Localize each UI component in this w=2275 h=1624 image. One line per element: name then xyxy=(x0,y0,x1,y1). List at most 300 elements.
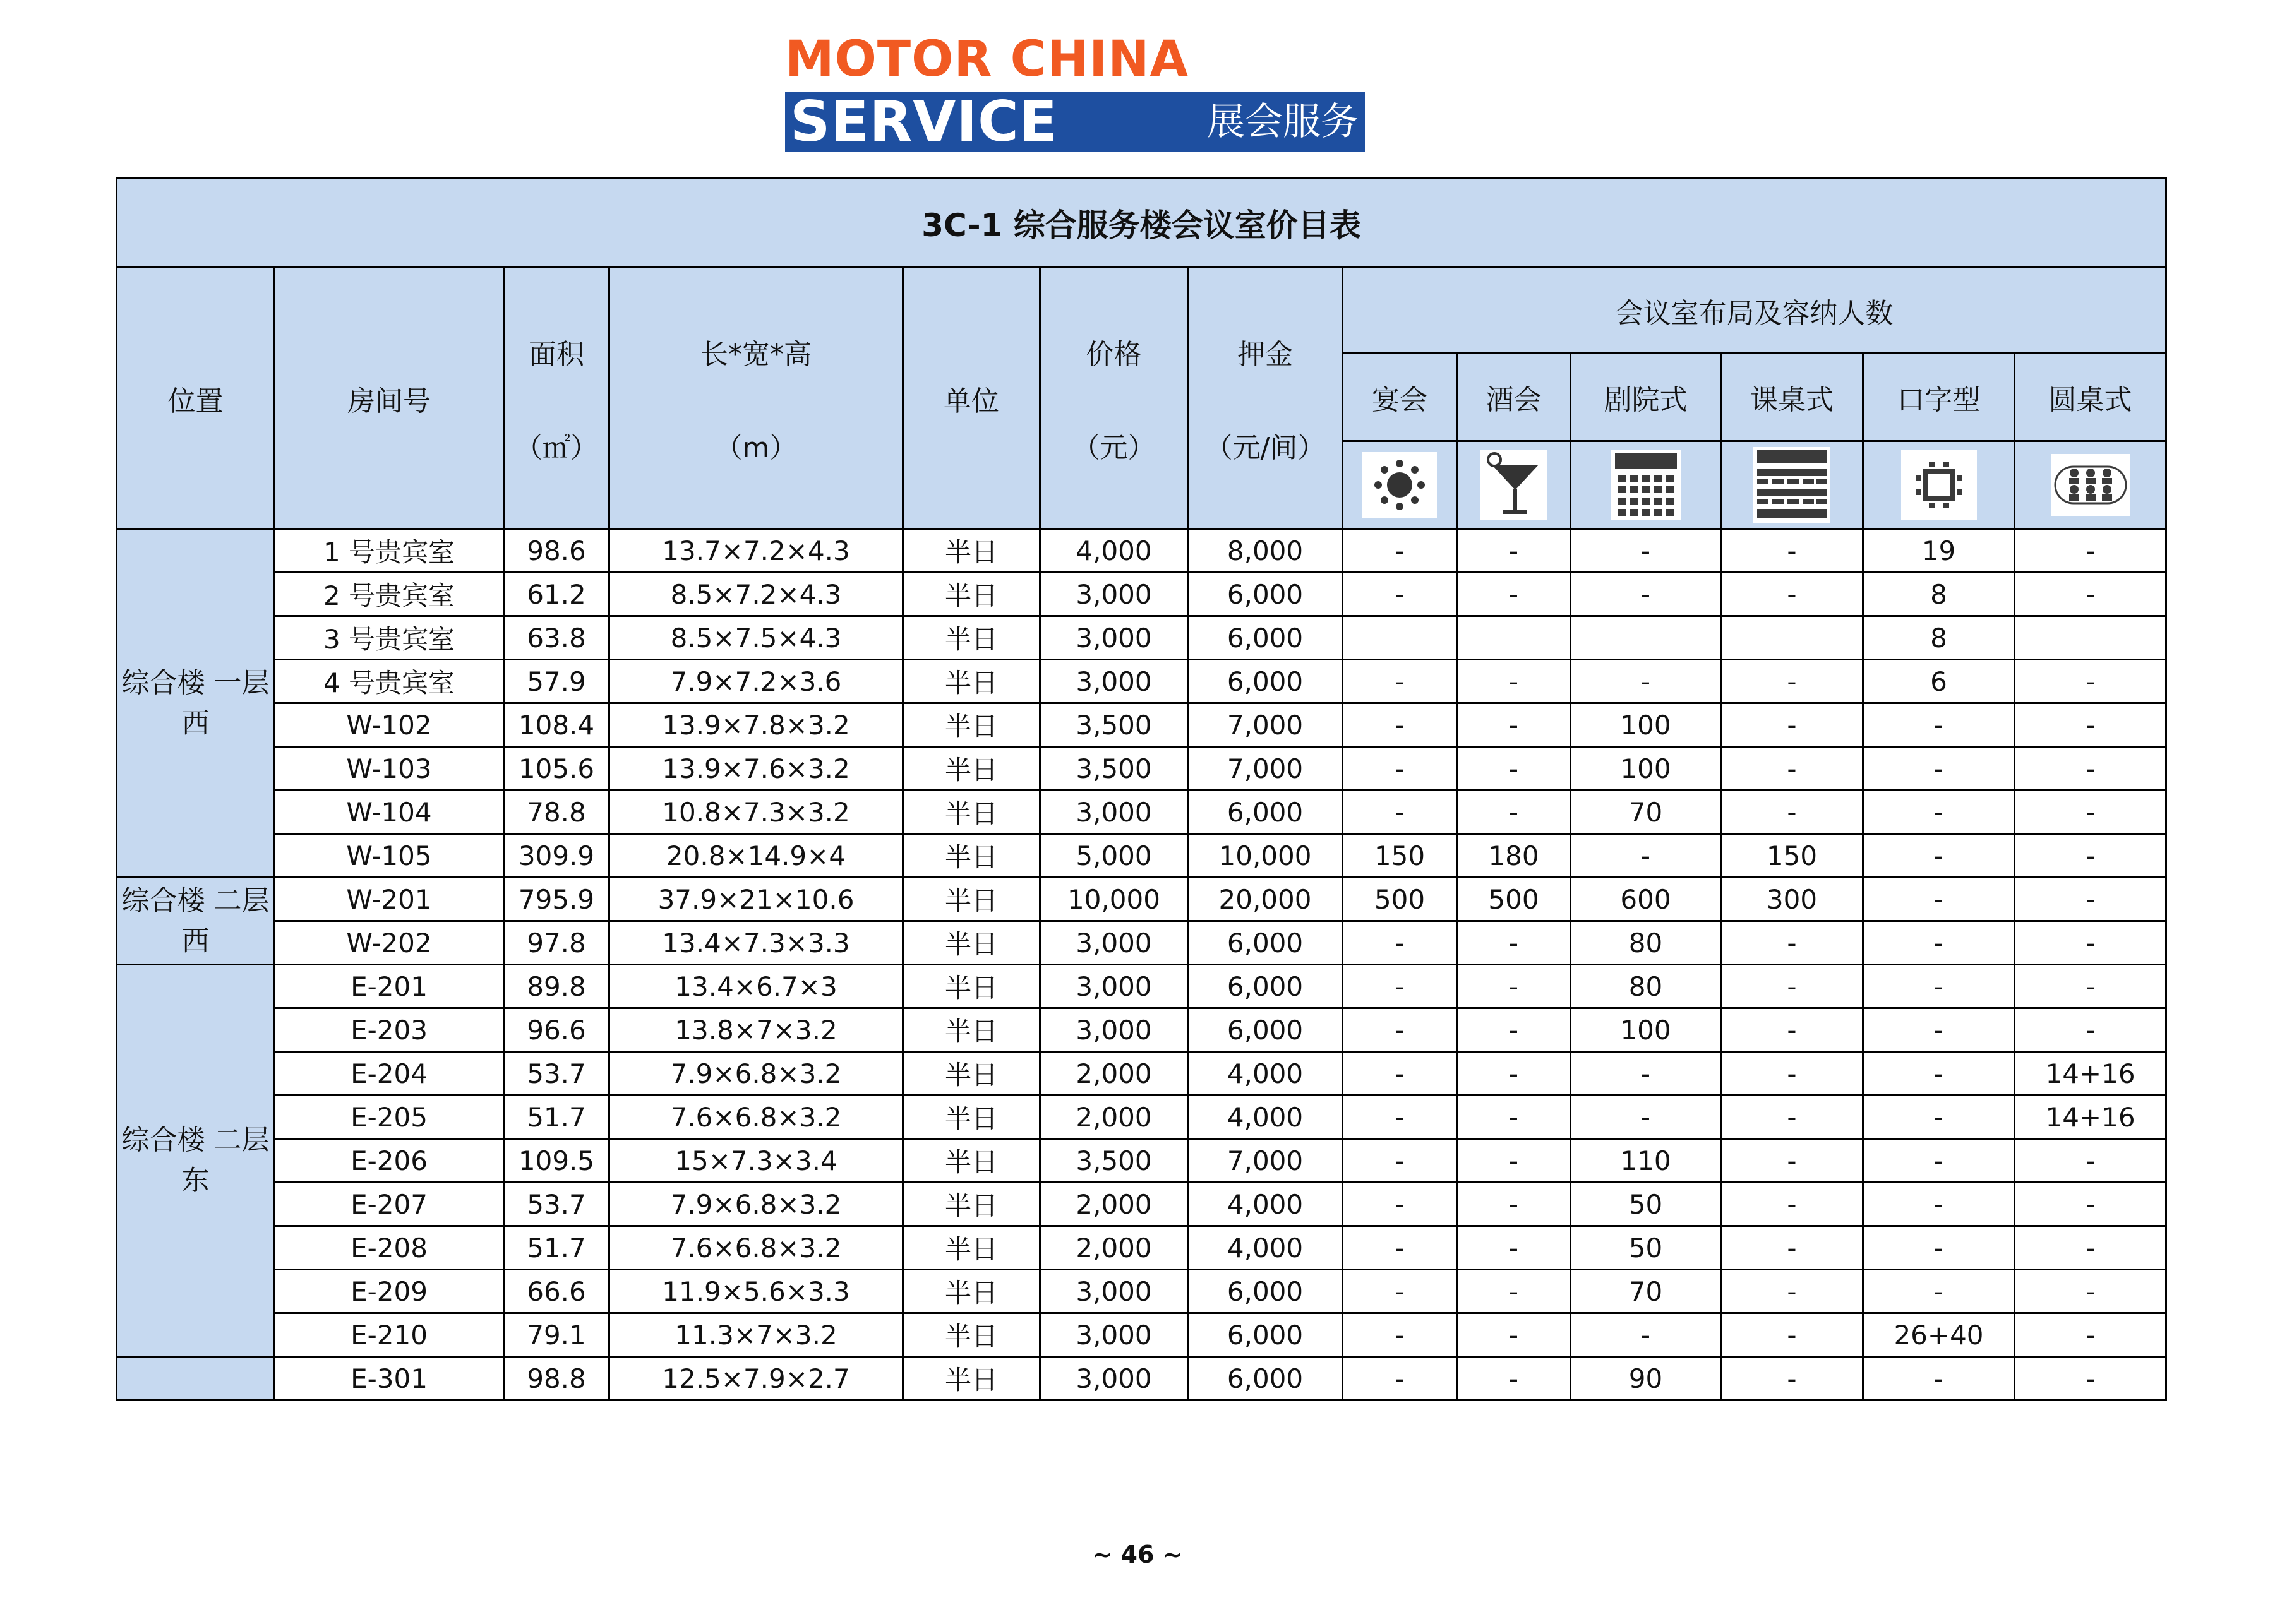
capacity-cell: - xyxy=(2015,1008,2166,1052)
header-dims-label: 长*宽*高 xyxy=(700,338,812,371)
capacity-cell: - xyxy=(2015,703,2166,747)
header-cocktail: 酒会 xyxy=(1457,354,1571,441)
capacity-cell: 80 xyxy=(1571,965,1721,1008)
header-round-table: 圆桌式 xyxy=(2015,354,2166,441)
area-cell: 51.7 xyxy=(504,1096,609,1139)
capacity-cell: - xyxy=(1863,1052,2015,1096)
table-row xyxy=(117,834,2166,878)
area-cell: 61.2 xyxy=(504,573,609,616)
capacity-cell: - xyxy=(1721,573,1863,616)
dims-cell: 10.8×7.3×3.2 xyxy=(609,791,903,834)
price-cell: 3,000 xyxy=(1040,1313,1188,1357)
unit-cell: 半日 xyxy=(903,1270,1040,1313)
price-cell: 2,000 xyxy=(1040,1183,1188,1226)
round-table-icon xyxy=(2051,454,2130,516)
table-title: 3C-1 综合服务楼会议室价目表 xyxy=(117,179,2166,268)
capacity-cell: - xyxy=(2015,747,2166,791)
unit-cell: 半日 xyxy=(903,616,1040,660)
unit-cell: 半日 xyxy=(903,529,1040,573)
area-cell: 57.9 xyxy=(504,660,609,703)
capacity-cell: - xyxy=(1721,1096,1863,1139)
capacity-cell xyxy=(1343,616,1457,660)
capacity-cell: 90 xyxy=(1571,1357,1721,1400)
capacity-cell: - xyxy=(1721,1270,1863,1313)
header-unit: 单位 xyxy=(903,268,1040,529)
room-cell: E-301 xyxy=(275,1357,504,1400)
table-row xyxy=(117,1357,2166,1400)
room-cell: W-104 xyxy=(275,791,504,834)
capacity-cell: 6 xyxy=(1863,660,2015,703)
unit-cell: 半日 xyxy=(903,1008,1040,1052)
location-cell: 综合楼 一层西 xyxy=(117,529,275,878)
header-banquet: 宴会 xyxy=(1343,354,1457,441)
dims-cell: 7.9×6.8×3.2 xyxy=(609,1183,903,1226)
table-row xyxy=(117,921,2166,965)
price-cell: 10,000 xyxy=(1040,878,1188,921)
area-cell: 89.8 xyxy=(504,965,609,1008)
room-cell: W-105 xyxy=(275,834,504,878)
capacity-cell: - xyxy=(1863,791,2015,834)
deposit-cell: 4,000 xyxy=(1188,1052,1343,1096)
capacity-cell: - xyxy=(1571,573,1721,616)
capacity-cell: - xyxy=(1721,1139,1863,1183)
capacity-cell: - xyxy=(1457,1357,1571,1400)
capacity-cell: 70 xyxy=(1571,791,1721,834)
table-body xyxy=(117,529,2166,1400)
capacity-cell: - xyxy=(2015,878,2166,921)
capacity-cell: - xyxy=(1457,1139,1571,1183)
capacity-cell: - xyxy=(2015,1226,2166,1270)
capacity-cell: - xyxy=(1343,747,1457,791)
area-cell: 53.7 xyxy=(504,1183,609,1226)
area-cell: 98.8 xyxy=(504,1357,609,1400)
deposit-cell: 4,000 xyxy=(1188,1096,1343,1139)
dims-cell: 13.7×7.2×4.3 xyxy=(609,529,903,573)
deposit-cell: 6,000 xyxy=(1188,1313,1343,1357)
theater-icon xyxy=(1611,450,1681,520)
price-cell: 3,000 xyxy=(1040,791,1188,834)
dims-cell: 13.4×6.7×3 xyxy=(609,965,903,1008)
deposit-cell: 20,000 xyxy=(1188,878,1343,921)
capacity-cell: 26+40 xyxy=(1863,1313,2015,1357)
capacity-cell: - xyxy=(1571,1096,1721,1139)
capacity-cell: - xyxy=(1343,529,1457,573)
unit-cell: 半日 xyxy=(903,1183,1040,1226)
capacity-cell: - xyxy=(1457,921,1571,965)
logo-motor-china: MOTOR CHINA xyxy=(785,31,1189,88)
header-price-label: 价格 xyxy=(1086,338,1142,371)
capacity-cell: - xyxy=(1457,573,1571,616)
capacity-cell: - xyxy=(1721,921,1863,965)
room-cell: E-203 xyxy=(275,1008,504,1052)
capacity-cell: - xyxy=(1343,1096,1457,1139)
capacity-cell: - xyxy=(2015,965,2166,1008)
price-cell: 2,000 xyxy=(1040,1096,1188,1139)
capacity-cell: 80 xyxy=(1571,921,1721,965)
header-dims xyxy=(609,268,903,529)
unit-cell: 半日 xyxy=(903,921,1040,965)
deposit-cell: 7,000 xyxy=(1188,1139,1343,1183)
area-cell: 105.6 xyxy=(504,747,609,791)
table-row xyxy=(117,703,2166,747)
header-room: 房间号 xyxy=(275,268,504,529)
capacity-cell: - xyxy=(1343,1008,1457,1052)
header-dims-unit: （m） xyxy=(714,431,798,464)
capacity-cell: 180 xyxy=(1457,834,1571,878)
price-cell: 4,000 xyxy=(1040,529,1188,573)
capacity-cell: - xyxy=(1457,1183,1571,1226)
table-row xyxy=(117,1139,2166,1183)
capacity-cell: - xyxy=(1863,1096,2015,1139)
capacity-cell: - xyxy=(1863,1357,2015,1400)
capacity-cell: 8 xyxy=(1863,616,2015,660)
capacity-cell: - xyxy=(1343,1357,1457,1400)
table-row xyxy=(117,1008,2166,1052)
cocktail-icon xyxy=(1480,450,1547,520)
capacity-cell: - xyxy=(1343,660,1457,703)
table-row xyxy=(117,965,2166,1008)
capacity-cell: - xyxy=(2015,529,2166,573)
deposit-cell: 7,000 xyxy=(1188,747,1343,791)
unit-cell: 半日 xyxy=(903,1313,1040,1357)
capacity-cell: - xyxy=(1343,965,1457,1008)
capacity-cell: - xyxy=(1343,921,1457,965)
capacity-cell: - xyxy=(1571,1313,1721,1357)
location-cell xyxy=(117,1357,275,1400)
capacity-cell: - xyxy=(1457,1313,1571,1357)
dims-cell: 8.5×7.5×4.3 xyxy=(609,616,903,660)
capacity-cell: - xyxy=(1863,747,2015,791)
capacity-cell: - xyxy=(1863,1139,2015,1183)
classroom-icon xyxy=(1753,447,1830,523)
capacity-cell: - xyxy=(1863,965,2015,1008)
capacity-cell: 14+16 xyxy=(2015,1052,2166,1096)
dims-cell: 37.9×21×10.6 xyxy=(609,878,903,921)
capacity-cell: - xyxy=(1571,660,1721,703)
capacity-cell: 600 xyxy=(1571,878,1721,921)
table-row xyxy=(117,791,2166,834)
capacity-cell: - xyxy=(1457,660,1571,703)
dims-cell: 13.8×7×3.2 xyxy=(609,1008,903,1052)
capacity-cell: - xyxy=(1863,834,2015,878)
capacity-cell: - xyxy=(1457,1052,1571,1096)
dims-cell: 13.9×7.8×3.2 xyxy=(609,703,903,747)
header-theater: 剧院式 xyxy=(1571,354,1721,441)
room-cell: E-208 xyxy=(275,1226,504,1270)
room-cell: E-206 xyxy=(275,1139,504,1183)
unit-cell: 半日 xyxy=(903,791,1040,834)
area-cell: 109.5 xyxy=(504,1139,609,1183)
header-area-label: 面积 xyxy=(529,338,584,371)
capacity-cell: 50 xyxy=(1571,1183,1721,1226)
theater-icon-cell xyxy=(1571,441,1721,529)
room-cell: E-201 xyxy=(275,965,504,1008)
deposit-cell: 4,000 xyxy=(1188,1226,1343,1270)
capacity-cell: - xyxy=(1343,1139,1457,1183)
deposit-cell: 7,000 xyxy=(1188,703,1343,747)
capacity-cell: 300 xyxy=(1721,878,1863,921)
area-cell: 51.7 xyxy=(504,1226,609,1270)
location-cell: 综合楼 二层东 xyxy=(117,965,275,1357)
capacity-cell: 150 xyxy=(1343,834,1457,878)
capacity-cell: - xyxy=(1721,1226,1863,1270)
capacity-cell: - xyxy=(1343,1183,1457,1226)
room-cell: W-201 xyxy=(275,878,504,921)
table-row xyxy=(117,660,2166,703)
capacity-cell: 110 xyxy=(1571,1139,1721,1183)
area-cell: 795.9 xyxy=(504,878,609,921)
capacity-cell: - xyxy=(1343,703,1457,747)
unit-cell: 半日 xyxy=(903,660,1040,703)
capacity-cell xyxy=(2015,616,2166,660)
capacity-cell: - xyxy=(1863,878,2015,921)
price-cell: 3,000 xyxy=(1040,660,1188,703)
area-cell: 66.6 xyxy=(504,1270,609,1313)
capacity-cell: - xyxy=(1721,1052,1863,1096)
header-deposit xyxy=(1188,268,1343,529)
capacity-cell: - xyxy=(1457,965,1571,1008)
capacity-cell: - xyxy=(1343,1313,1457,1357)
deposit-cell: 6,000 xyxy=(1188,1357,1343,1400)
price-cell: 5,000 xyxy=(1040,834,1188,878)
capacity-cell: - xyxy=(1571,1052,1721,1096)
price-cell: 3,500 xyxy=(1040,1139,1188,1183)
classroom-icon-cell xyxy=(1721,441,1863,529)
dims-cell: 7.6×6.8×3.2 xyxy=(609,1226,903,1270)
room-cell: E-204 xyxy=(275,1052,504,1096)
price-cell: 2,000 xyxy=(1040,1052,1188,1096)
capacity-cell xyxy=(1571,616,1721,660)
banquet-icon-cell xyxy=(1343,441,1457,529)
capacity-cell: 8 xyxy=(1863,573,2015,616)
area-cell: 97.8 xyxy=(504,921,609,965)
capacity-cell: - xyxy=(1343,573,1457,616)
table-row xyxy=(117,1226,2166,1270)
room-cell: 4 号贵宾室 xyxy=(275,660,504,703)
area-cell: 108.4 xyxy=(504,703,609,747)
capacity-cell: - xyxy=(2015,1183,2166,1226)
capacity-cell: - xyxy=(2015,1139,2166,1183)
deposit-cell: 4,000 xyxy=(1188,1183,1343,1226)
cocktail-icon-cell xyxy=(1457,441,1571,529)
dims-cell: 11.9×5.6×3.3 xyxy=(609,1270,903,1313)
capacity-cell: - xyxy=(1863,1008,2015,1052)
u-shape-icon xyxy=(1901,450,1977,520)
room-cell: W-102 xyxy=(275,703,504,747)
dims-cell: 7.9×7.2×3.6 xyxy=(609,660,903,703)
price-cell: 3,000 xyxy=(1040,1008,1188,1052)
logo-cn: 展会服务 xyxy=(1207,100,1359,144)
header-location: 位置 xyxy=(117,268,275,529)
price-cell: 3,500 xyxy=(1040,747,1188,791)
area-cell: 63.8 xyxy=(504,616,609,660)
room-cell: E-210 xyxy=(275,1313,504,1357)
capacity-cell: - xyxy=(2015,573,2166,616)
room-cell: 3 号贵宾室 xyxy=(275,616,504,660)
capacity-cell: - xyxy=(1863,1183,2015,1226)
table-row xyxy=(117,747,2166,791)
table-row xyxy=(117,1270,2166,1313)
table-row xyxy=(117,529,2166,573)
capacity-cell: 150 xyxy=(1721,834,1863,878)
capacity-cell: - xyxy=(1571,529,1721,573)
deposit-cell: 10,000 xyxy=(1188,834,1343,878)
unit-cell: 半日 xyxy=(903,1139,1040,1183)
capacity-cell: - xyxy=(1721,1357,1863,1400)
table-row xyxy=(117,1096,2166,1139)
price-cell: 2,000 xyxy=(1040,1226,1188,1270)
dims-cell: 15×7.3×3.4 xyxy=(609,1139,903,1183)
table-row xyxy=(117,878,2166,921)
capacity-cell: - xyxy=(2015,834,2166,878)
capacity-cell: - xyxy=(1863,1270,2015,1313)
capacity-cell: - xyxy=(1457,1226,1571,1270)
price-cell: 3,000 xyxy=(1040,965,1188,1008)
table-row xyxy=(117,1313,2166,1357)
unit-cell: 半日 xyxy=(903,1226,1040,1270)
room-cell: E-205 xyxy=(275,1096,504,1139)
capacity-cell: - xyxy=(2015,791,2166,834)
area-cell: 79.1 xyxy=(504,1313,609,1357)
room-cell: W-202 xyxy=(275,921,504,965)
capacity-cell: - xyxy=(1721,703,1863,747)
price-cell: 3,000 xyxy=(1040,573,1188,616)
meeting-room-price-table xyxy=(116,177,2167,1401)
capacity-cell: - xyxy=(1721,660,1863,703)
deposit-cell: 8,000 xyxy=(1188,529,1343,573)
area-cell: 53.7 xyxy=(504,1052,609,1096)
capacity-cell: 100 xyxy=(1571,747,1721,791)
table-row xyxy=(117,1183,2166,1226)
header-price-unit: （元） xyxy=(1072,431,1156,464)
room-cell: 1 号贵宾室 xyxy=(275,529,504,573)
capacity-cell xyxy=(1721,616,1863,660)
dims-cell: 13.9×7.6×3.2 xyxy=(609,747,903,791)
price-cell: 3,000 xyxy=(1040,1357,1188,1400)
logo-service: SERVICE xyxy=(790,89,1058,154)
deposit-cell: 6,000 xyxy=(1188,573,1343,616)
deposit-cell: 6,000 xyxy=(1188,660,1343,703)
capacity-cell: - xyxy=(1457,703,1571,747)
capacity-cell: - xyxy=(1457,1008,1571,1052)
capacity-cell: - xyxy=(1343,1270,1457,1313)
room-cell: E-207 xyxy=(275,1183,504,1226)
deposit-cell: 6,000 xyxy=(1188,1008,1343,1052)
capacity-cell: 500 xyxy=(1457,878,1571,921)
capacity-cell: - xyxy=(1721,791,1863,834)
capacity-cell: - xyxy=(1721,1313,1863,1357)
capacity-cell: - xyxy=(1721,1008,1863,1052)
capacity-cell: - xyxy=(1721,529,1863,573)
unit-cell: 半日 xyxy=(903,1357,1040,1400)
location-cell: 综合楼 二层西 xyxy=(117,878,275,965)
unit-cell: 半日 xyxy=(903,1096,1040,1139)
table-row xyxy=(117,616,2166,660)
price-cell: 3,000 xyxy=(1040,921,1188,965)
unit-cell: 半日 xyxy=(903,878,1040,921)
header-area xyxy=(504,268,609,529)
deposit-cell: 6,000 xyxy=(1188,616,1343,660)
price-cell: 3,000 xyxy=(1040,1270,1188,1313)
area-cell: 78.8 xyxy=(504,791,609,834)
u-shape-icon-cell xyxy=(1863,441,2015,529)
unit-cell: 半日 xyxy=(903,703,1040,747)
capacity-cell: - xyxy=(1721,1183,1863,1226)
unit-cell: 半日 xyxy=(903,747,1040,791)
capacity-cell: - xyxy=(1721,965,1863,1008)
capacity-cell: - xyxy=(1457,529,1571,573)
header-deposit-unit: （元/间） xyxy=(1204,431,1326,464)
capacity-cell: 50 xyxy=(1571,1226,1721,1270)
capacity-cell: - xyxy=(2015,1270,2166,1313)
deposit-cell: 6,000 xyxy=(1188,791,1343,834)
capacity-cell: - xyxy=(1457,747,1571,791)
capacity-cell: 100 xyxy=(1571,1008,1721,1052)
deposit-cell: 6,000 xyxy=(1188,1270,1343,1313)
capacity-cell: - xyxy=(1343,1226,1457,1270)
dims-cell: 20.8×14.9×4 xyxy=(609,834,903,878)
logo xyxy=(785,31,1366,154)
dims-cell: 11.3×7×3.2 xyxy=(609,1313,903,1357)
capacity-cell: - xyxy=(1343,791,1457,834)
unit-cell: 半日 xyxy=(903,834,1040,878)
header-deposit-label: 押金 xyxy=(1237,338,1293,371)
capacity-cell: - xyxy=(2015,1313,2166,1357)
dims-cell: 13.4×7.3×3.3 xyxy=(609,921,903,965)
dims-cell: 7.6×6.8×3.2 xyxy=(609,1096,903,1139)
capacity-cell: - xyxy=(2015,921,2166,965)
price-cell: 3,000 xyxy=(1040,616,1188,660)
banquet-icon xyxy=(1362,452,1437,518)
unit-cell: 半日 xyxy=(903,1052,1040,1096)
dims-cell: 7.9×6.8×3.2 xyxy=(609,1052,903,1096)
deposit-cell: 6,000 xyxy=(1188,921,1343,965)
capacity-cell: - xyxy=(1721,747,1863,791)
capacity-cell: - xyxy=(1863,1226,2015,1270)
price-cell: 3,500 xyxy=(1040,703,1188,747)
capacity-cell: 70 xyxy=(1571,1270,1721,1313)
header-u-shape: 口字型 xyxy=(1863,354,2015,441)
capacity-cell: 19 xyxy=(1863,529,2015,573)
capacity-cell: 14+16 xyxy=(2015,1096,2166,1139)
header-price xyxy=(1040,268,1188,529)
capacity-cell: - xyxy=(1571,834,1721,878)
unit-cell: 半日 xyxy=(903,573,1040,616)
capacity-cell: - xyxy=(1863,921,2015,965)
dims-cell: 12.5×7.9×2.7 xyxy=(609,1357,903,1400)
area-cell: 309.9 xyxy=(504,834,609,878)
deposit-cell: 6,000 xyxy=(1188,965,1343,1008)
header-layout-group: 会议室布局及容纳人数 xyxy=(1343,268,2166,354)
capacity-cell: - xyxy=(1457,791,1571,834)
area-cell: 96.6 xyxy=(504,1008,609,1052)
capacity-cell: - xyxy=(1457,1096,1571,1139)
dims-cell: 8.5×7.2×4.3 xyxy=(609,573,903,616)
header-classroom: 课桌式 xyxy=(1721,354,1863,441)
page-number: ~ 46 ~ xyxy=(1092,1541,1183,1568)
capacity-cell: - xyxy=(2015,1357,2166,1400)
capacity-cell: - xyxy=(1457,1270,1571,1313)
room-cell: E-209 xyxy=(275,1270,504,1313)
room-cell: 2 号贵宾室 xyxy=(275,573,504,616)
table-row xyxy=(117,1052,2166,1096)
table-row xyxy=(117,573,2166,616)
logo-service-bar xyxy=(785,89,1365,154)
unit-cell: 半日 xyxy=(903,965,1040,1008)
capacity-cell xyxy=(1457,616,1571,660)
area-cell: 98.6 xyxy=(504,529,609,573)
round-table-icon-cell xyxy=(2015,441,2166,529)
